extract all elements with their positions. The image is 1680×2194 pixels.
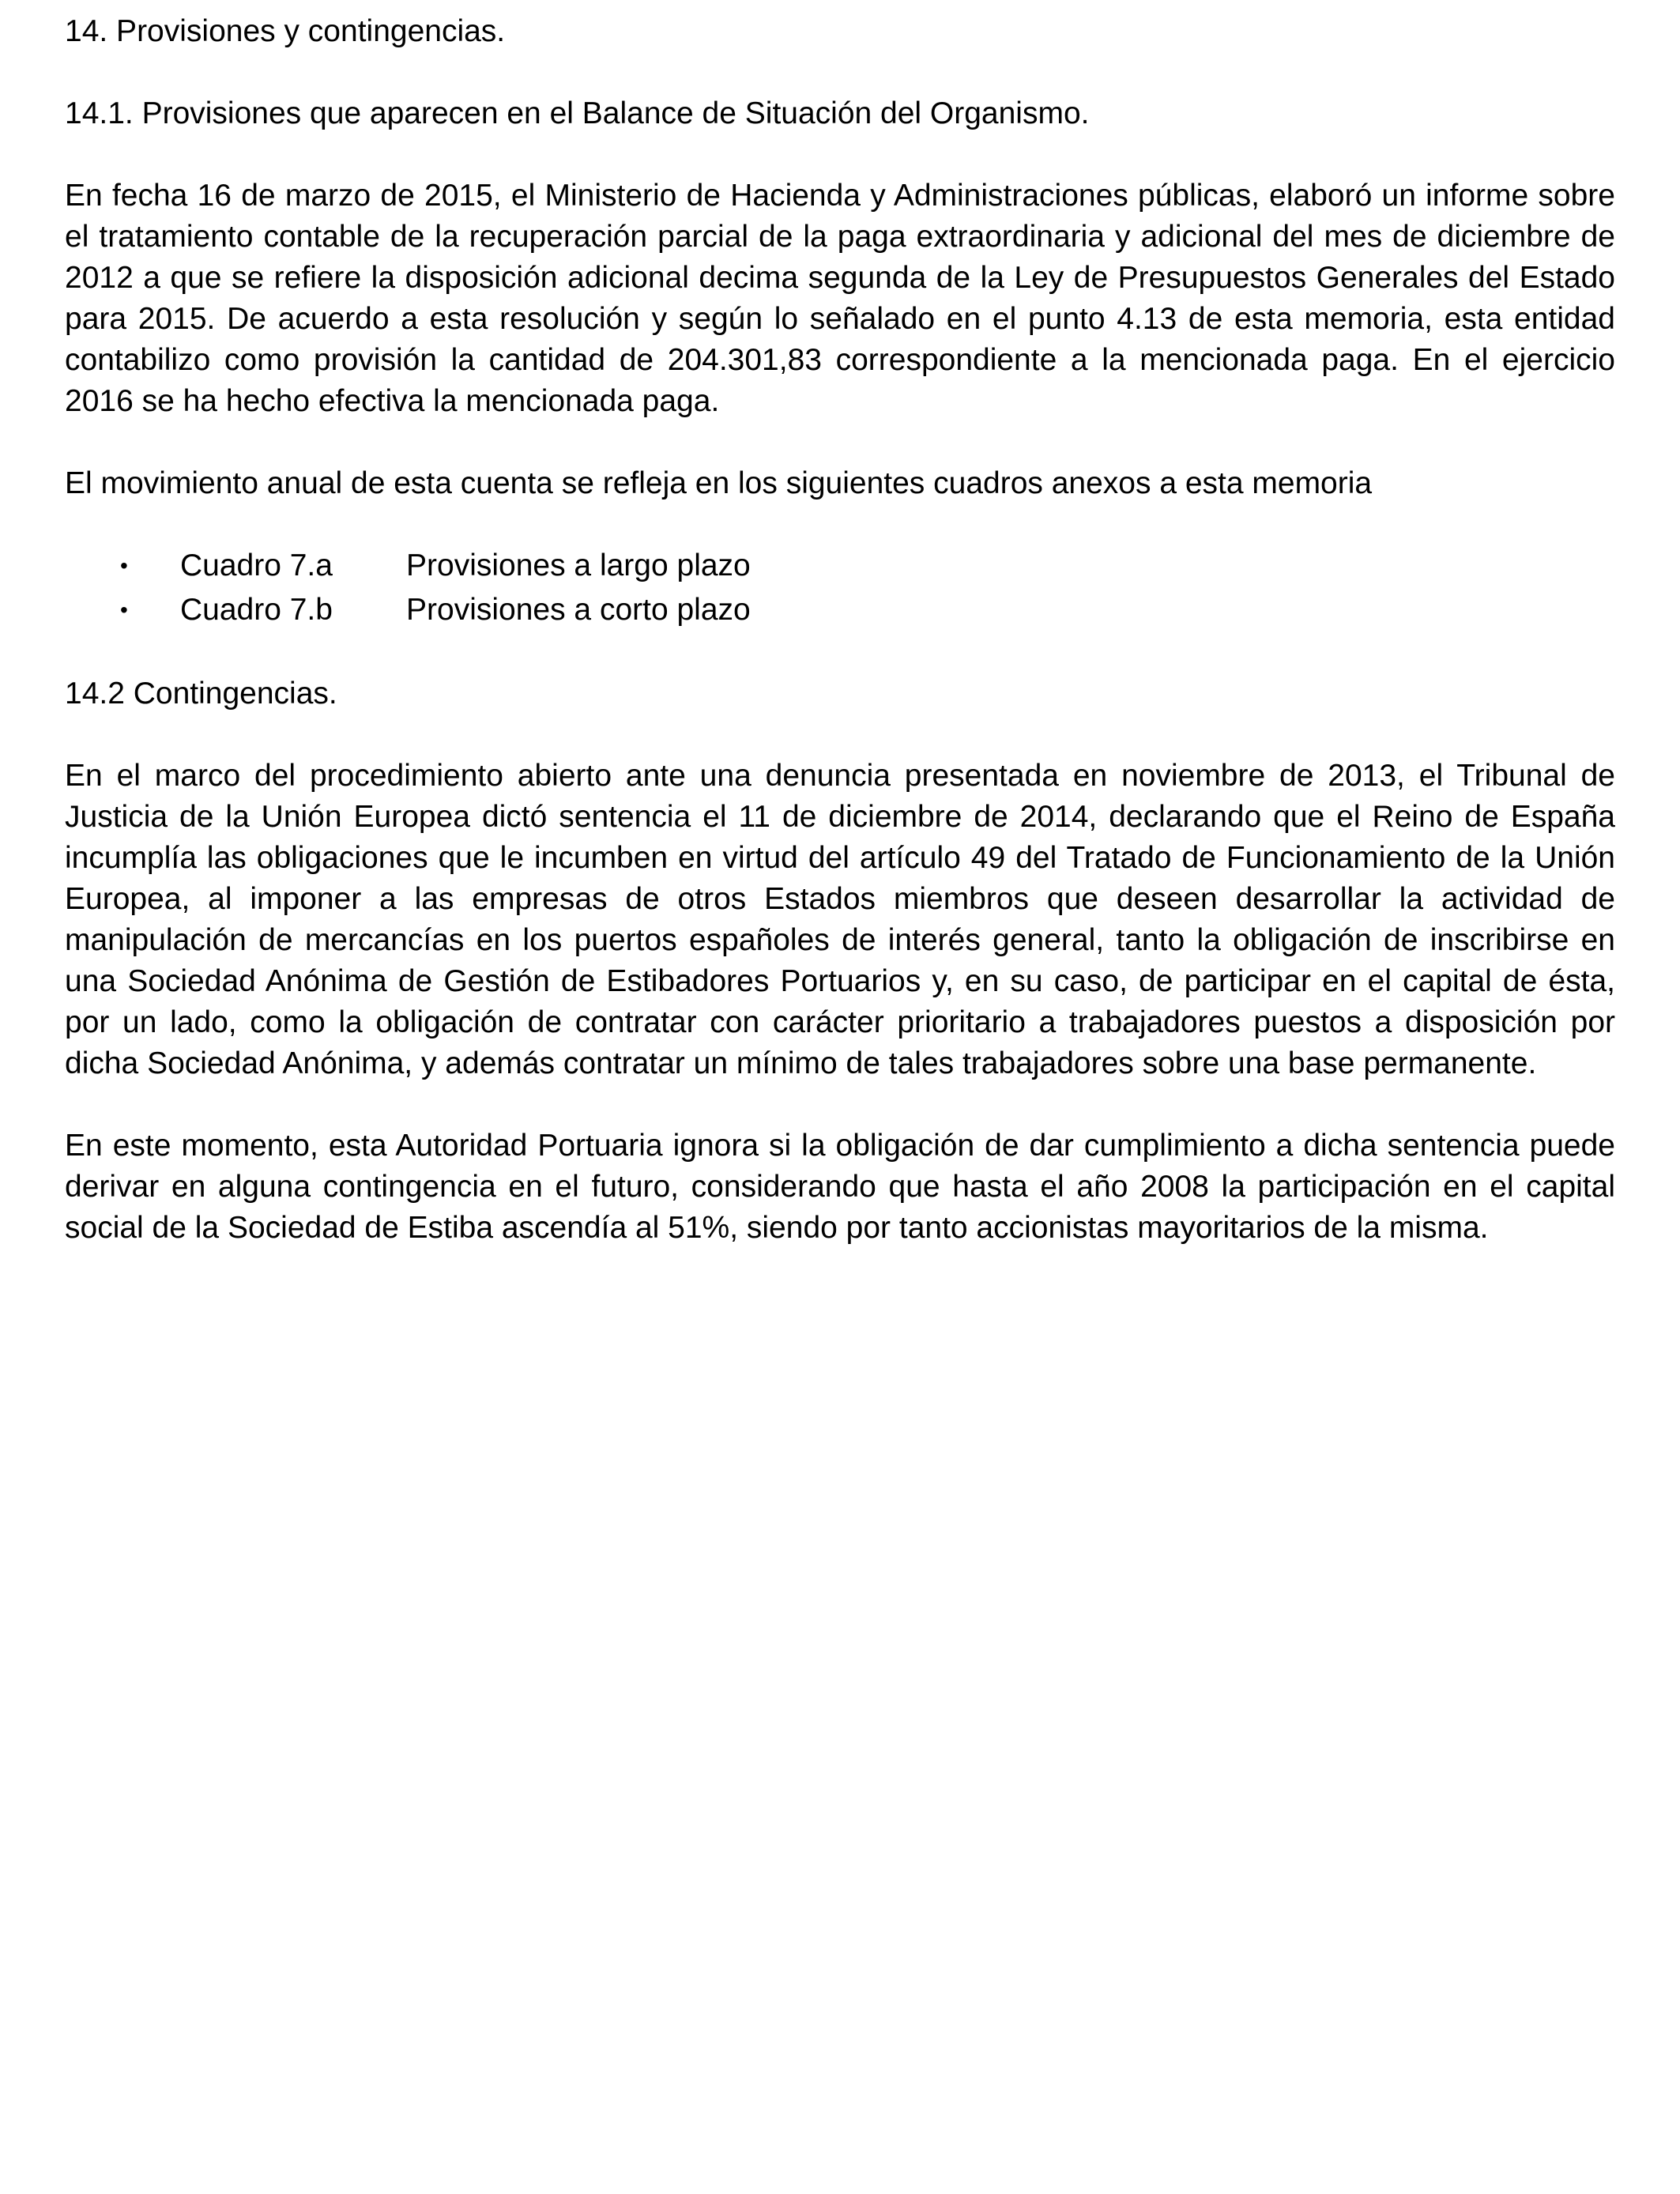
paragraph-movimiento-anual: El movimiento anual de esta cuenta se refleja en los siguientes cuadros anexos a esta memoria: [65, 466, 1373, 500]
paragraph-sentencia: En el marco del procedimiento abierto ante una denuncia presentada en noviembre de 2013, el Tribunal de Justicia de la Unión Europea dictó sentencia el 11 de diciembre de 2014, declarando que el Reino de España incumplía las obligaciones que le incumben en virtud del artículo 49 del Tratado de Funcionamiento de la Unión Europea, al imponer a las empresas de otros Estados miembros que deseen desarrollar la actividad de manipulación de mercancías en los puertos españoles de interés general, tanto la obligación de inscribirse en una Sociedad Anónima de Gestión de Estibadores Portuarios y, en su caso, de participar en el capital de ésta, por un lado, como la obligación de contratar con carácter prioritario a trabajadores puestos a disposición por dicha Sociedad Anónima, y además contratar un mínimo de tales trabajadores sobre una base permanente.: [65, 759, 1615, 1080]
list-item: [65, 545, 1615, 588]
paragraph-provision-paga: En fecha 16 de marzo de 2015, el Ministerio de Hacienda y Administraciones públicas, elaboró un informe sobre el tratamiento contable de la recuperación parcial de la paga extraordinaria y adicional del mes de diciembre de 2012 a que se refiere la disposición adicional decima segunda de la Ley de Presupuestos Generales del Estado para 2015. De acuerdo a esta resolución y según lo señalado en el punto 4.13 de esta memoria, esta entidad contabilizo como provisión la cantidad de 204.301,83 correspondiente a la mencionada paga. En el ejercicio 2016 se ha hecho efectiva la mencionada paga.: [65, 179, 1615, 418]
bullet-icon: •: [120, 598, 128, 622]
bullet-icon: •: [120, 553, 128, 578]
list-item: [65, 590, 1615, 632]
document-page: [65, 11, 1615, 1249]
subsection-heading-contingencias: 14.2 Contingencias.: [65, 677, 337, 711]
subsection-heading-provisiones: 14.1. Provisiones que aparecen en el Balance de Situación del Organismo.: [65, 96, 1090, 130]
cuadro-description: Provisiones a largo plazo: [406, 548, 751, 582]
cuadro-description: Provisiones a corto plazo: [406, 593, 751, 627]
paragraph-autoridad-portuaria: En este momento, esta Autoridad Portuaria ignora si la obligación de dar cumplimiento a dicha sentencia puede derivar en alguna contingencia en el futuro, considerando que hasta el año 2008 la participación en el capital social de la Sociedad de Estiba ascendía al 51%, siendo por tanto accionistas mayoritarios de la misma.: [65, 1129, 1615, 1245]
cuadro-code: Cuadro 7.b: [180, 593, 333, 627]
cuadros-list: [65, 545, 1615, 632]
cuadro-code: Cuadro 7.a: [180, 548, 333, 582]
section-heading: 14. Provisiones y contingencias.: [65, 14, 506, 48]
